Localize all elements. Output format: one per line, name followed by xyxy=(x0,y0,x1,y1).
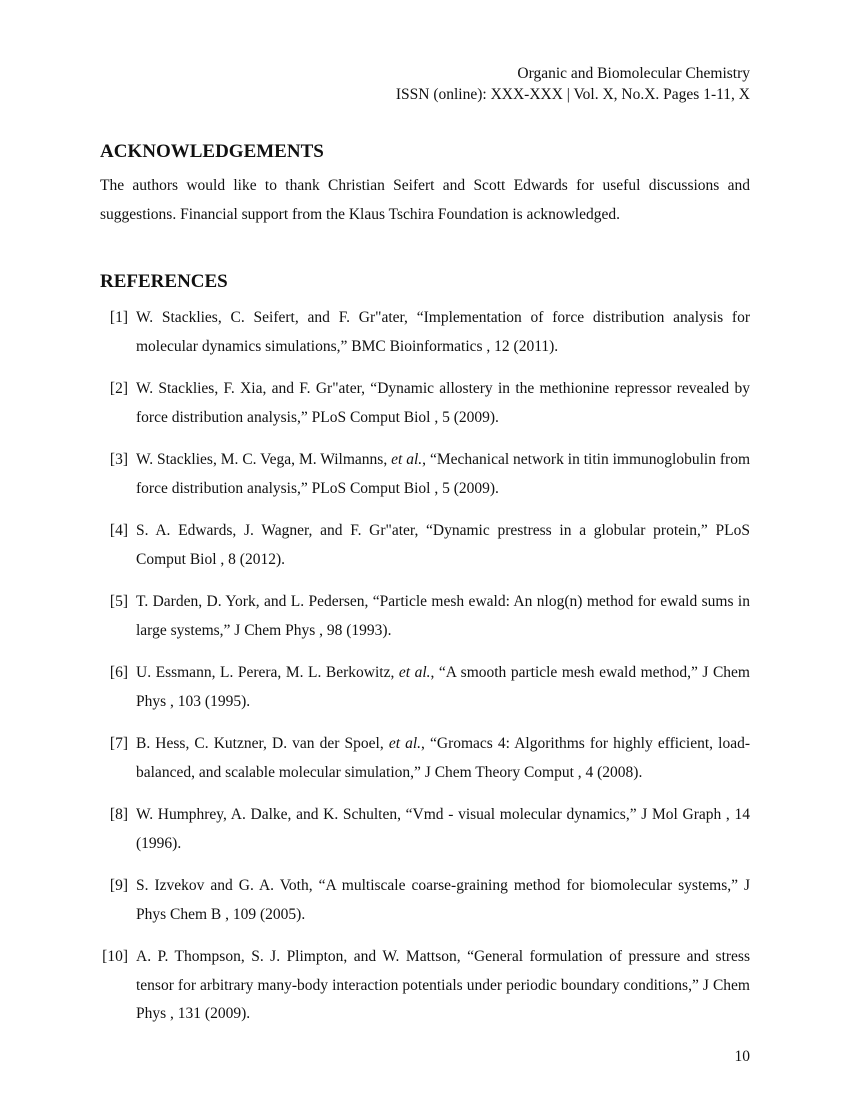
reference-text-main: W. Humphrey, A. Dalke, and K. Schulten, “Vmd - visual molecular dynamics,” J Mol Graph , 14 (1996). xyxy=(136,806,750,852)
reference-number: [6] xyxy=(109,664,128,681)
reference-text xyxy=(136,380,750,426)
reference-text-main: S. Izvekov and G. A. Voth, “A multiscale coarse-graining method for biomolecular systems,” J Phys Chem B , 109 (2005). xyxy=(136,877,750,923)
reference-item xyxy=(100,801,750,858)
reference-number: [9] xyxy=(109,877,128,894)
reference-text xyxy=(136,806,750,852)
reference-number: [4] xyxy=(109,522,128,539)
reference-text-rest: , “Mechanical network in titin immunoglobulin from force distribution analysis,” PLoS Comput Biol , 5 (2009). xyxy=(136,451,751,497)
reference-list xyxy=(100,304,750,1043)
reference-etal: et al. xyxy=(388,735,422,752)
journal-name: Organic and Biomolecular Chemistry xyxy=(517,65,750,82)
running-header xyxy=(396,63,750,105)
reference-item xyxy=(100,517,750,574)
reference-item xyxy=(100,375,750,432)
reference-etal: et al. xyxy=(391,451,423,468)
page-number: 10 xyxy=(734,1048,750,1065)
reference-text xyxy=(136,451,750,497)
reference-item xyxy=(100,872,750,929)
reference-number: [5] xyxy=(109,593,128,610)
acknowledgements-heading: ACKNOWLEDGEMENTS xyxy=(100,141,324,162)
reference-number: [3] xyxy=(109,451,128,468)
reference-number: [8] xyxy=(109,806,128,823)
reference-text-main: W. Stacklies, C. Seifert, and F. Gr"ater, “Implementation of force distribution analysis for molecular dynamics simulations,” BMC Bioinformatics , 12 (2011). xyxy=(136,309,750,355)
reference-etal: et al. xyxy=(398,664,431,681)
reference-text xyxy=(136,735,750,781)
reference-item xyxy=(100,588,750,645)
reference-number: [10] xyxy=(102,948,128,965)
reference-item xyxy=(100,659,750,716)
acknowledgements-text: The authors would like to thank Christian Seifert and Scott Edwards for useful discussions and suggestions. Financial support from the Klaus Tschira Foundation is acknowledged. xyxy=(100,177,750,223)
reference-number: [7] xyxy=(109,735,128,752)
references-heading: REFERENCES xyxy=(100,271,228,292)
reference-text xyxy=(136,948,750,1022)
reference-text-main: W. Stacklies, M. C. Vega, M. Wilmanns, xyxy=(136,451,392,468)
reference-item xyxy=(100,446,750,503)
reference-text-main: S. A. Edwards, J. Wagner, and F. Gr"ater, “Dynamic prestress in a globular protein,” PLoS Comput Biol , 8 (2012). xyxy=(136,522,750,568)
issn-line: ISSN (online): XXX-XXX | Vol. X, No.X. Pages 1-11, X xyxy=(395,86,750,103)
reference-text-main: A. P. Thompson, S. J. Plimpton, and W. Mattson, “General formulation of pressure and stress tensor for arbitrary many-body interaction potentials under periodic boundary conditions,” J Chem Phys , 131 (2009). xyxy=(136,948,750,1022)
reference-number: [1] xyxy=(109,309,128,326)
reference-text-main: W. Stacklies, F. Xia, and F. Gr"ater, “Dynamic allostery in the methionine repressor revealed by force distribution analysis,” PLoS Comput Biol , 5 (2009). xyxy=(136,380,750,426)
reference-text-main: U. Essmann, L. Perera, M. L. Berkowitz, xyxy=(136,664,399,681)
reference-text-rest: , “A smooth particle mesh ewald method,” J Chem Phys , 103 (1995). xyxy=(136,664,750,710)
reference-text xyxy=(136,877,750,923)
reference-text-main: T. Darden, D. York, and L. Pedersen, “Particle mesh ewald: An nlog(n) method for ewald sums in large systems,” J Chem Phys , 98 (1993). xyxy=(136,593,750,639)
reference-text-main: B. Hess, C. Kutzner, D. van der Spoel, xyxy=(136,735,389,752)
reference-item xyxy=(100,730,750,787)
reference-text xyxy=(136,522,750,568)
reference-text xyxy=(136,664,750,710)
reference-item xyxy=(100,943,750,1029)
reference-number: [2] xyxy=(109,380,128,397)
paper-page xyxy=(100,0,750,1100)
reference-item xyxy=(100,304,750,361)
reference-text xyxy=(136,309,750,355)
reference-text-rest: , “Gromacs 4: Algorithms for highly efficient, load-balanced, and scalable molecular simulation,” J Chem Theory Comput , 4 (2008). xyxy=(136,735,750,781)
reference-text xyxy=(136,593,750,639)
